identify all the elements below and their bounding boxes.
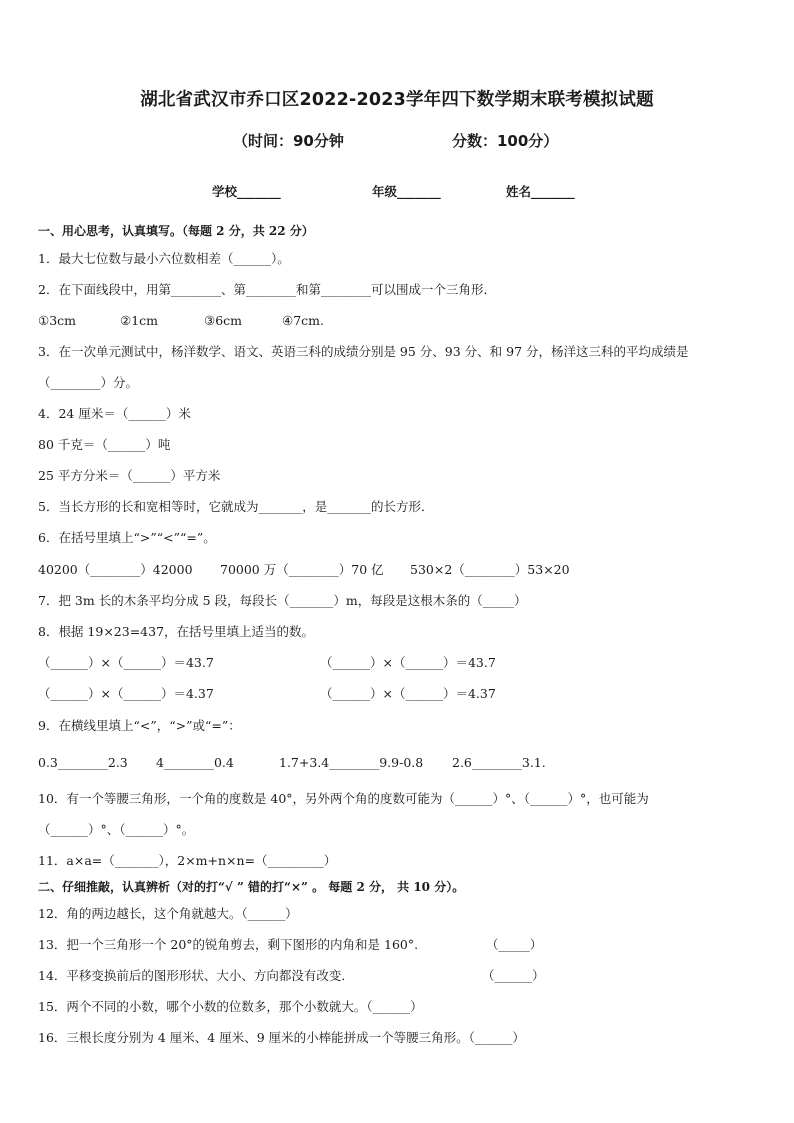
question-12: 12．角的两边越长，这个角就越大。（______） [38, 906, 298, 921]
q2-option-2: ②1cm [120, 313, 159, 328]
exam-score: 分数：100分） [452, 132, 559, 150]
page-title: 湖北省武汉市乔口区2022-2023学年四下数学期末联考模拟试题 [140, 90, 654, 110]
grade-field: 年级_______ [372, 184, 441, 199]
section2-heading: 二、仔细推敲，认真辨析（对的打“√ ” 错的打“×” 。 每题 2 分， 共 10 分）。 [38, 880, 465, 894]
q8-item-4: （______）×（______）＝4.37 [320, 686, 496, 701]
question-4c: 25 平方分米＝（______）平方米 [38, 468, 221, 483]
name-field: 姓名_______ [506, 184, 575, 199]
question-16: 16．三根长度分别为 4 厘米、4 厘米、9 厘米的小棒能拼成一个等腰三角形。（______） [38, 1030, 525, 1045]
question-2: 2．在下面线段中，用第________、第________和第________可以围成一个三角形． [38, 282, 496, 297]
school-field: 学校_______ [212, 184, 281, 199]
question-8: 8．根据 19×23=437，在括号里填上适当的数。 [38, 624, 315, 639]
q9-item-1: 0.3________2.3 [38, 755, 128, 770]
exam-time: （时间：90分钟 [233, 132, 344, 150]
question-1: 1．最大七位数与最小六位数相差（______）。 [38, 251, 290, 266]
q6-item-2: 70000 万（________）70 亿 [220, 562, 384, 577]
question-7: 7．把 3m 长的木条平均分成 5 段，每段长（_______）m，每段是这根木条的（_____） [38, 593, 527, 608]
question-10-line1: 10．有一个等腰三角形，一个角的度数是 40°，另外两个角的度数可能为（______）°、（______）°，也可能为 [38, 791, 649, 806]
q13-answer-blank: （_____） [486, 937, 543, 952]
question-10-line2: （______）°、（______）°。 [38, 822, 195, 837]
q8-item-3: （______）×（______）＝4.37 [38, 686, 214, 701]
q9-item-4: 2.6________3.1. [452, 755, 546, 770]
question-11: 11．a×a=（_______），2×m+n×n=（_________） [38, 853, 337, 868]
q6-item-3: 530×2（________）53×20 [410, 562, 570, 577]
q14-answer-blank: （______） [482, 968, 545, 983]
q2-option-4: ④7cm. [282, 313, 324, 328]
q2-option-1: ①3cm [38, 313, 77, 328]
q6-item-1: 40200（________）42000 [38, 562, 193, 577]
question-9: 9．在横线里填上“<”，“>”或“=”： [38, 718, 241, 733]
question-13: 13．把一个三角形一个 20°的锐角剪去，剩下图形的内角和是 160°. [38, 937, 419, 952]
question-5: 5．当长方形的长和宽相等时，它就成为_______，是_______的长方形． [38, 499, 434, 514]
q8-item-1: （______）×（______）＝43.7 [38, 655, 214, 670]
q9-item-2: 4________0.4 [156, 755, 234, 770]
q9-item-3: 1.7+3.4________9.9-0.8 [279, 755, 424, 770]
question-6: 6．在括号里填上“>”“<”“=”。 [38, 530, 216, 545]
question-4b: 80 千克＝（______）吨 [38, 437, 171, 452]
q2-option-3: ③6cm [204, 313, 243, 328]
question-3-line1: 3．在一次单元测试中，杨洋数学、语文、英语三科的成绩分别是 95 分、93 分、和 97 分，杨洋这三科的平均成绩是 [38, 344, 689, 359]
question-14: 14．平移变换前后的图形形状、大小、方向都没有改变． [38, 968, 354, 983]
section1-heading: 一、用心思考，认真填写。（每题 2 分，共 22 分） [38, 224, 314, 238]
question-15: 15．两个不同的小数，哪个小数的位数多，那个小数就大。（______） [38, 999, 423, 1014]
question-4a: 4．24 厘米＝（______）米 [38, 406, 191, 421]
question-3-line2: （________）分。 [38, 375, 139, 390]
q8-item-2: （______）×（______）＝43.7 [320, 655, 496, 670]
